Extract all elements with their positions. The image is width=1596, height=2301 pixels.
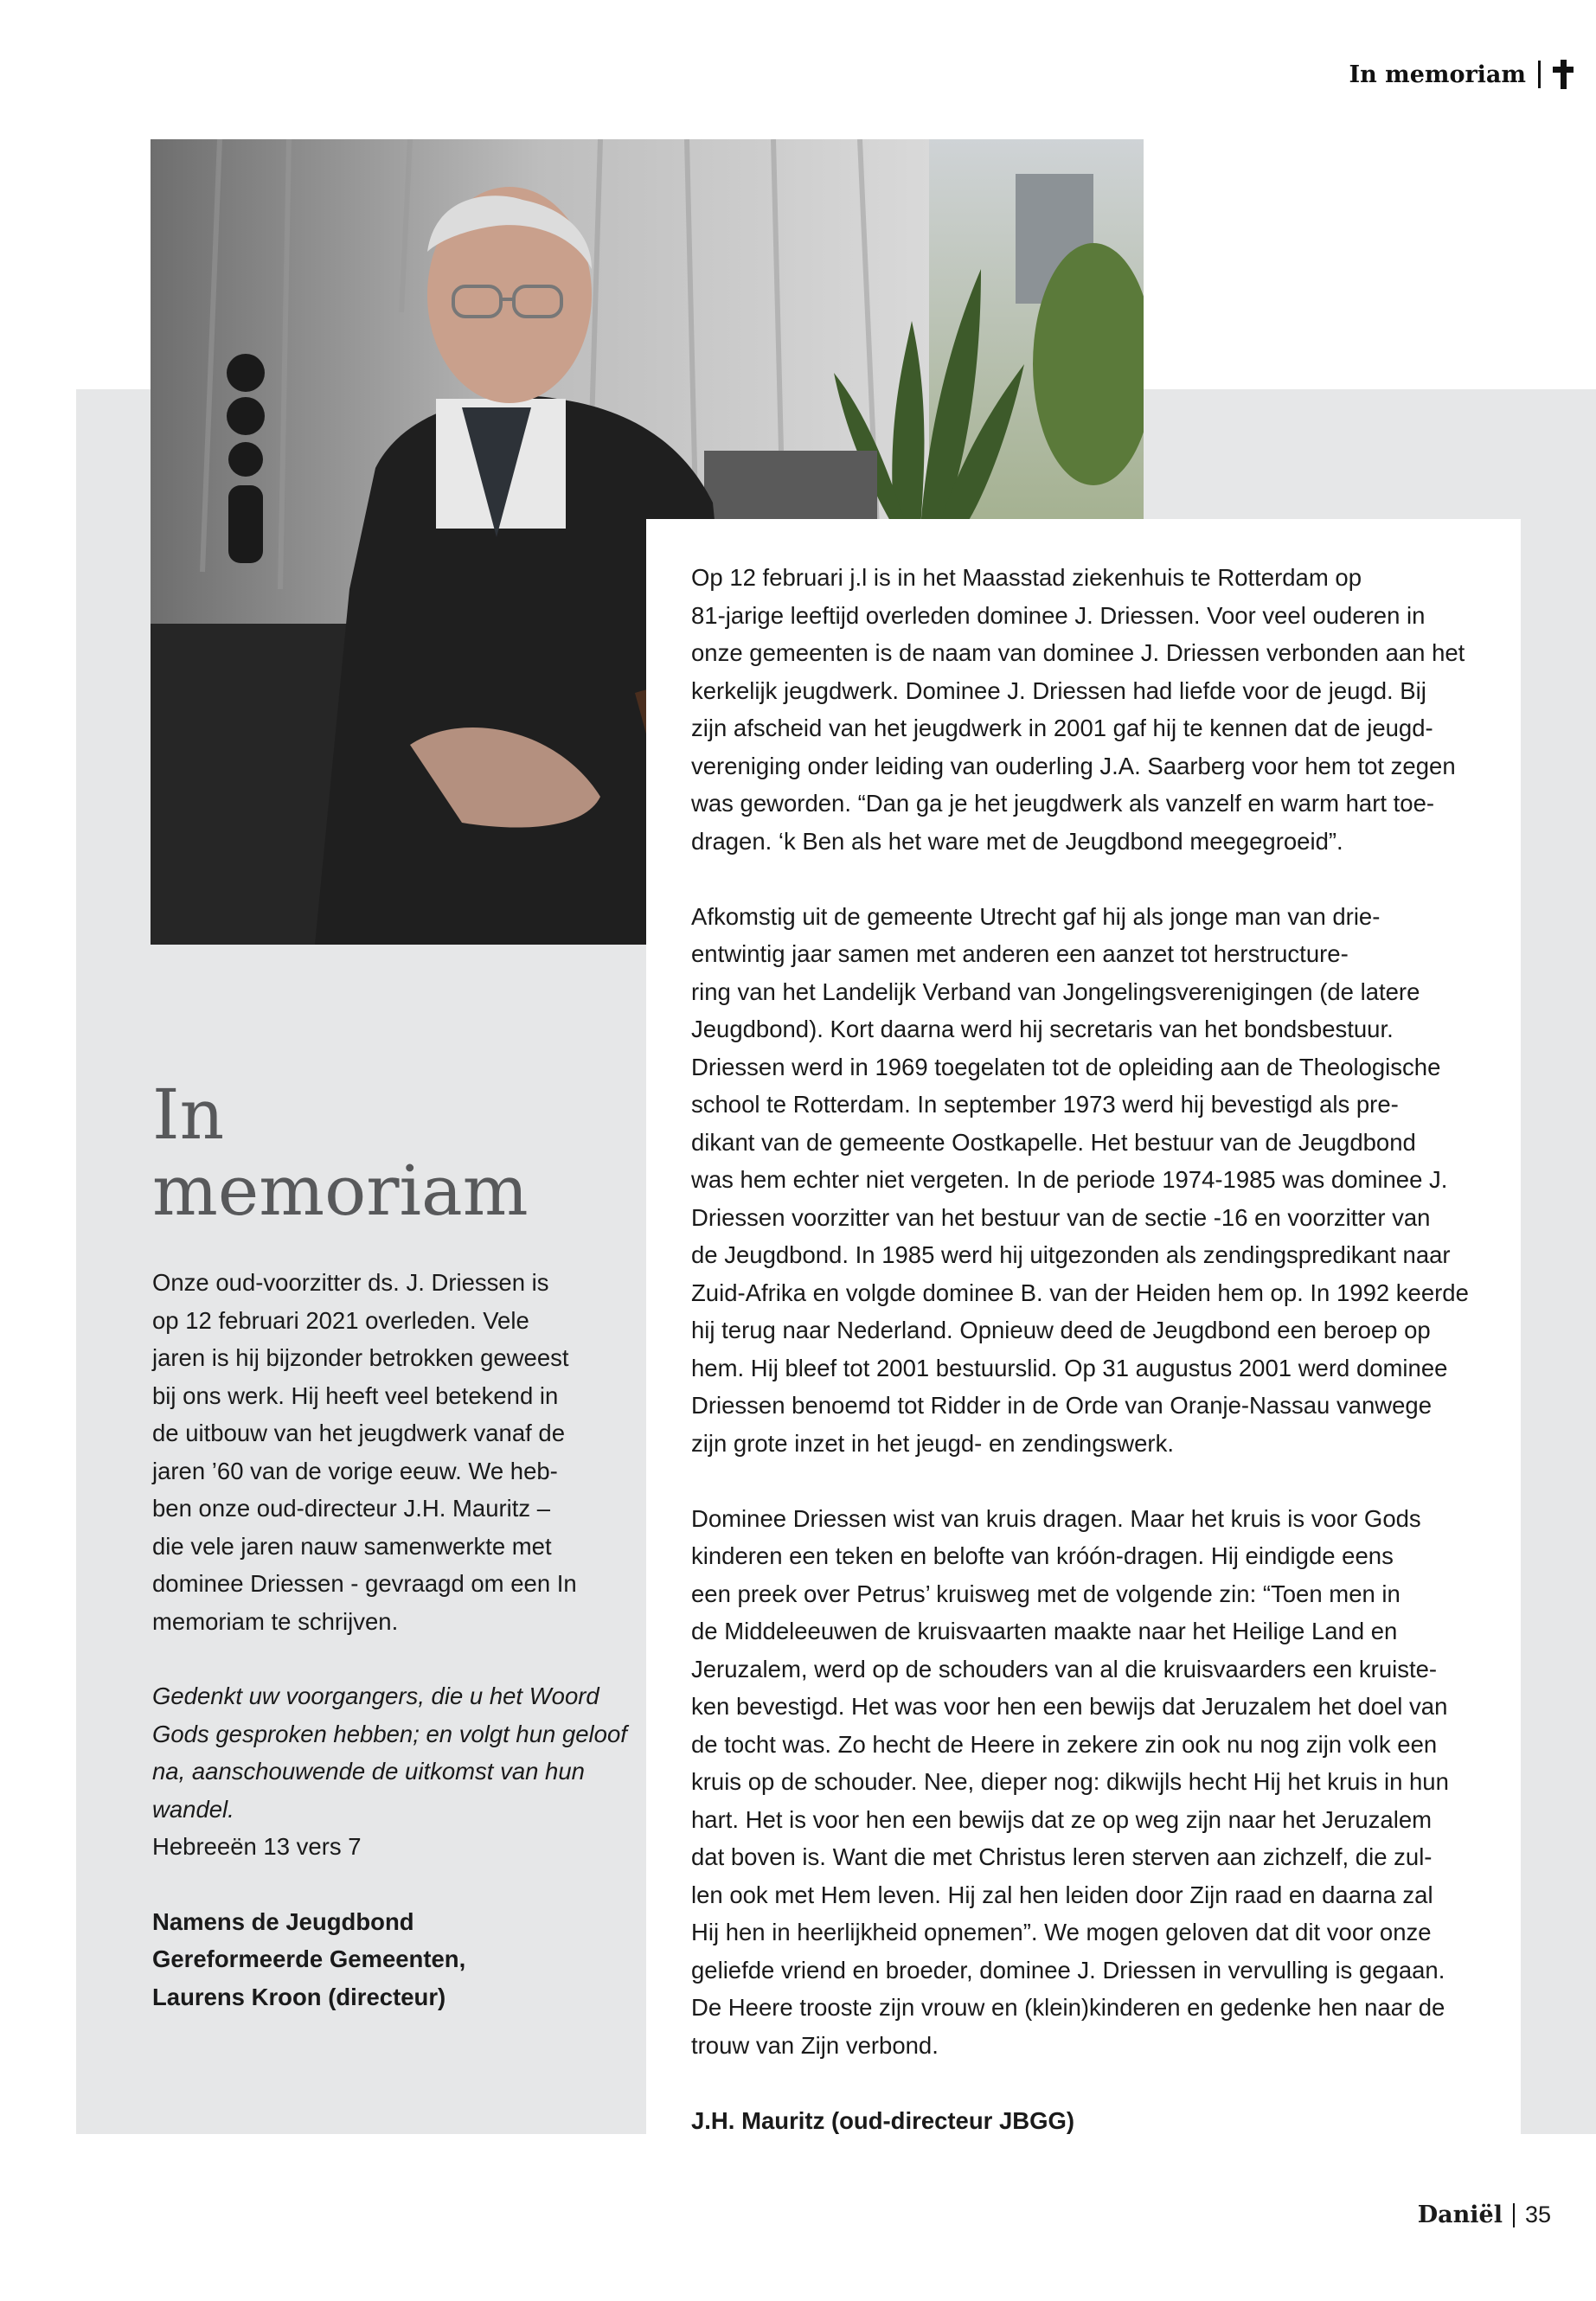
page-footer [1418,2202,1551,2228]
text-line: trouw van Zijn verbond. [691,2031,939,2059]
intro-line: jaren ’60 van de vorige eeuw. We heb- [152,1457,558,1484]
text-line: kinderen een teken en belofte van króón-dragen. Hij eindigde eens [691,1542,1394,1569]
text-line: hem. Hij bleef tot 2001 bestuurslid. Op 31 augustus 2001 werd dominee [691,1354,1448,1381]
text-line: de tocht was. Zo hecht de Heere in zekere zin ook nu nog zijn volk een [691,1730,1438,1758]
sidebar [152,1074,627,2016]
quote-line: Gods gesproken hebben; en volgt hun geloof [152,1720,627,1747]
intro-line: bij ons werk. Hij heeft veel betekend in [152,1381,559,1409]
signature-line: Namens de Jeugdbond [152,1907,414,1935]
intro-line: memoriam te schrijven. [152,1607,399,1635]
page-number: 35 [1524,2202,1551,2227]
footer-divider [1513,2203,1515,2227]
text-line: 81-jarige leeftijd overleden dominee J. Driessen. Voor veel ouderen in [691,601,1426,629]
text-line: ring van het Landelijk Verband van Jongelingsverenigingen (de latere [691,977,1420,1005]
text-line: was hem echter niet vergeten. In de periode 1974-1985 was dominee J. [691,1166,1448,1193]
intro-text [152,1264,602,1640]
text-line: De Heere trooste zijn vrouw en (klein)kinderen en gedenke hen naar de [691,1994,1445,2021]
signature-line: Laurens Kroon (directeur) [152,1983,446,2010]
text-line: school te Rotterdam. In september 1973 werd hij bevestigd als pre- [691,1091,1399,1118]
text-line: len ook met Hem leven. Hij zal hen leiden door Zijn raad en daarna zal [691,1881,1433,1908]
text-line: Jeugdbond). Kort daarna werd hij secretaris van het bondsbestuur. [691,1016,1394,1042]
text-line: dragen. ‘k Ben als het ware met de Jeugdbond meegegroeid”. [691,827,1343,855]
text-line: Op 12 februari j.l is in het Maasstad ziekenhuis te Rotterdam op [691,564,1362,591]
intro-line: op 12 februari 2021 overleden. Vele [152,1306,529,1334]
text-line: onze gemeenten is de naam van dominee J. Driessen verbonden aan het [691,639,1465,666]
intro-line: ben onze oud-directeur J.H. Mauritz – [152,1495,551,1522]
signature-line: Gereformeerde Gemeenten, [152,1945,466,1972]
bible-quote [152,1677,627,1866]
text-line: zijn afscheid van het jeugdwerk in 2001 gaf hij te kennen dat de jeugd- [691,715,1433,741]
page-title: In memoriam [152,1074,529,1231]
text-line: dat boven is. Want die met Christus leren sterven aan zichzelf, die zul- [691,1843,1433,1870]
intro-line: Onze oud-voorzitter ds. J. Driessen is [152,1269,549,1296]
text-line: kruis op de schouder. Nee, dieper nog: dikwijls hecht Hij het kruis in hun [691,1768,1449,1795]
intro-line: die vele jaren nauw samenwerkte met [152,1532,552,1560]
quote-reference: Hebreeën 13 vers 7 [152,1833,362,1860]
text-line: kerkelijk jeugdwerk. Dominee J. Driessen had liefde voor de jeugd. Bij [691,676,1426,704]
text-line: dikant van de gemeente Oostkapelle. Het bestuur van de Jeugdbond [691,1128,1416,1156]
article-author: J.H. Mauritz (oud-directeur JBGG) [691,2106,1075,2134]
text-line: ken bevestigd. Het was voor hen een bewijs dat Jeruzalem het doel van [691,1693,1448,1720]
text-line: Driessen werd in 1969 toegelaten tot de opleiding aan de Theologische [691,1053,1441,1080]
article-paragraph [691,898,1478,1463]
text-line: hij terug naar Nederland. Opnieuw deed de Jeugdbond een beroep op [691,1317,1431,1343]
text-line: Zuid-Afrika en volgde dominee B. van der Heiden hem op. In 1992 keerde [691,1279,1469,1306]
quote-line: Gedenkt uw voorgangers, die u het Woord [152,1682,599,1709]
intro-line: jaren is hij bijzonder betrokken geweest [152,1344,569,1371]
text-line: vereniging onder leiding van ouderling J.A. Saarberg voor hem tot zegen [691,752,1456,779]
text-line: Driessen voorzitter van het bestuur van de sectie -16 en voorzitter van [691,1203,1431,1231]
text-line: Hij hen in heerlijkheid opnemen”. We mogen geloven dat dit voor onze [691,1919,1432,1945]
signature [152,1903,602,2016]
text-line: was geworden. “Dan ga je het jeugdwerk als vanzelf en warm hart toe- [691,790,1435,817]
section-header [1349,55,1574,93]
text-line: entwintig jaar samen met anderen een aanzet tot herstructure- [691,940,1349,967]
section-label: In memoriam [1349,61,1526,88]
quote-line: na, aanschouwende de uitkomst van hun [152,1758,585,1785]
text-line: geliefde vriend en broeder, dominee J. Driessen in vervulling is gegaan. [691,1956,1445,1984]
text-line: Afkomstig uit de gemeente Utrecht gaf hij als jonge man van drie- [691,902,1381,930]
text-line: de Middeleeuwen de kruisvaarten maakte naar het Heilige Land en [691,1618,1398,1644]
text-line: zijn grote inzet in het jeugd- en zendingswerk. [691,1429,1174,1457]
text-line: de Jeugdbond. In 1985 werd hij uitgezonden als zendingspredikant naar [691,1241,1451,1268]
text-line: hart. Het is voor hen een bewijs dat ze op weg zijn naar het Jeruzalem [691,1805,1433,1833]
intro-line: dominee Driessen - gevraagd om een In [152,1570,577,1597]
text-line: Driessen benoemd tot Ridder in de Orde van Oranje-Nassau vanwege [691,1392,1433,1419]
article-paragraph [691,559,1478,860]
intro-line: de uitbouw van het jeugdwerk vanaf de [152,1420,565,1446]
text-line: Jeruzalem, werd op de schouders van al die kruisvaarders een kruiste- [691,1655,1438,1682]
text-line: een preek over Petrus’ kruisweg met de volgende zin: “Toen men in [691,1580,1401,1607]
text-line: Dominee Driessen wist van kruis dragen. Maar het kruis is voor Gods [691,1504,1421,1532]
magazine-name: Daniël [1417,2202,1503,2228]
article-paragraph [691,1500,1478,2065]
article-body [691,559,1478,2177]
quote-line: wandel. [152,1795,234,1823]
header-divider [1538,61,1541,88]
cross-icon [1553,60,1574,89]
